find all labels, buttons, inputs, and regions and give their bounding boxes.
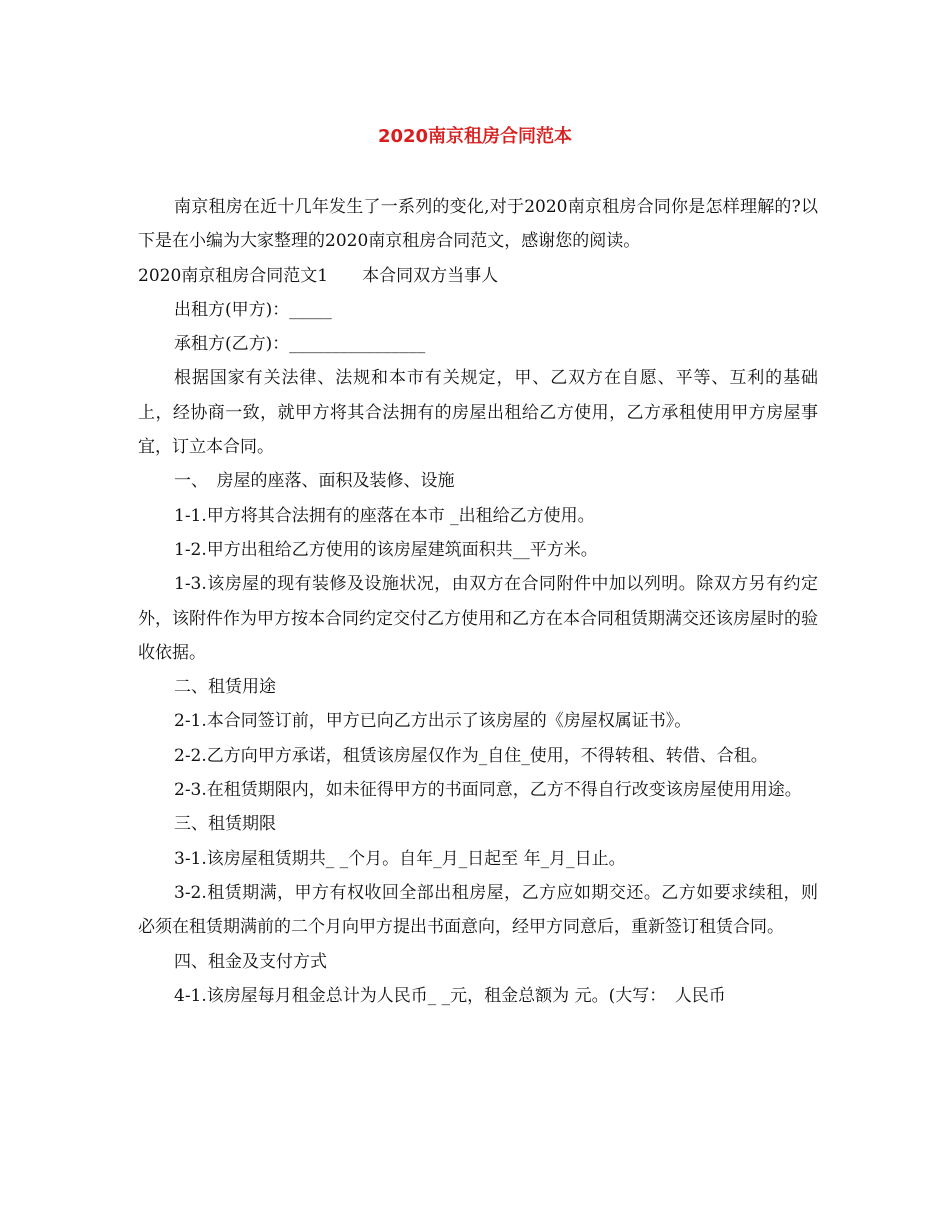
paragraph: 1-3.该房屋的现有装修及设施状况，由双方在合同附件中加以列明。除双方另有约定外，该附件作为甲方按本合同约定交付乙方使用和乙方在本合同租赁期满交还该房屋时的验收依据。 [138, 574, 818, 663]
document-title: 2020南京租房合同范本 [377, 126, 573, 147]
paragraph: 3-2.租赁期满，甲方有权收回全部出租房屋，乙方应如期交还。乙方如要求续租，则必须在租赁期满前的二个月向甲方提出书面意向，经甲方同意后，重新签订租赁合同。 [138, 882, 818, 938]
paragraph: 2020南京租房合同范文1 本合同双方当事人 [138, 265, 499, 286]
paragraph: 根据国家有关法律、法规和本市有关规定，甲、乙双方在自愿、平等、互利的基础上，经协商一致，就甲方将其合法拥有的房屋出租给乙方使用，乙方承租使用甲方房屋事宜，订立本合同。 [138, 368, 818, 458]
section-heading: 三、租赁期限 [174, 814, 276, 835]
paragraph: 2-3.在租赁期限内，如未征得甲方的书面同意，乙方不得自行改变该房屋使用用途。 [174, 780, 802, 801]
paragraph: 3-1.该房屋租赁期共_ _个月。自年_月_日起至 年_月_日止。 [174, 848, 626, 869]
section-heading: 一、 房屋的座落、面积及装修、设施 [174, 471, 455, 492]
paragraph: 承租方(乙方)：________________ [174, 334, 426, 355]
document-body [138, 190, 818, 1013]
section-heading: 四、租金及支付方式 [174, 951, 327, 972]
section-heading: 二、租赁用途 [174, 677, 276, 698]
paragraph: 南京租房在近十几年发生了一系列的变化,对于2020南京租房合同你是怎样理解的?以下是在小编为大家整理的2020南京租房合同范文，感谢您的阅读。 [138, 197, 818, 252]
paragraph: 1-1.甲方将其合法拥有的座落在本市 _出租给乙方使用。 [174, 505, 595, 526]
paragraph: 1-2.甲方出租给乙方使用的该房屋建筑面积共__平方米。 [174, 539, 598, 560]
paragraph: 2-1.本合同签订前，甲方已向乙方出示了该房屋的《房屋权属证书》。 [174, 711, 692, 732]
paragraph: 2-2.乙方向甲方承诺，租赁该房屋仅作为_自住_使用，不得转租、转借、合租。 [174, 745, 768, 766]
paragraph: 出租方(甲方)：_____ [174, 299, 332, 320]
paragraph: 4-1.该房屋每月租金总计为人民币_ _元，租金总额为 元。(大写： 人民币 [174, 985, 726, 1006]
